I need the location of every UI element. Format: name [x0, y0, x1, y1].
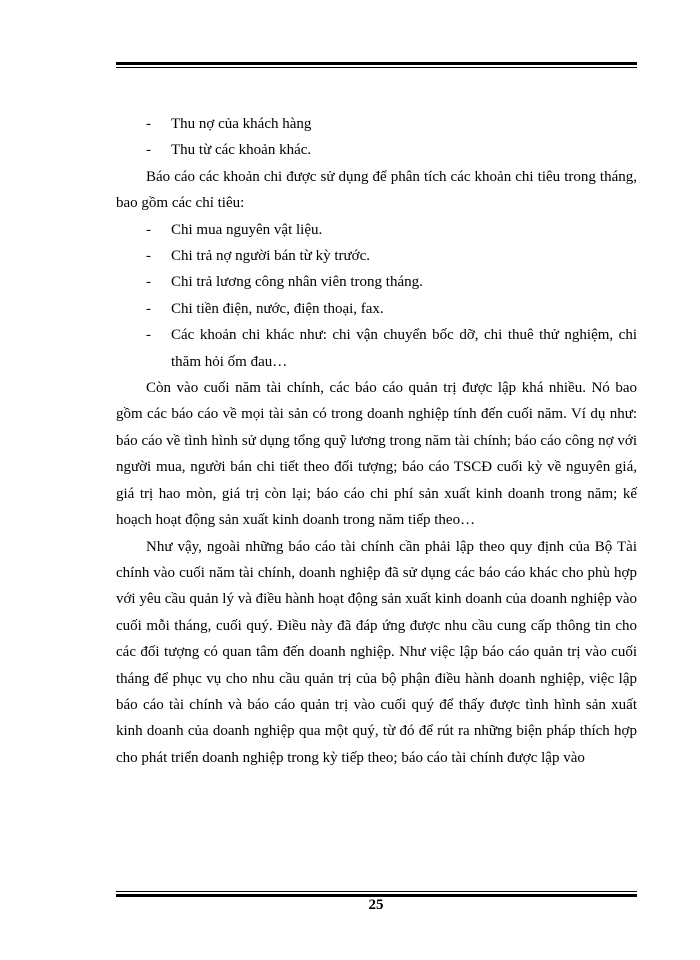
header-rule-thin — [116, 67, 637, 68]
list-item-text: Chi trả lương công nhân viên trong tháng. — [171, 274, 423, 291]
header-rule-thick — [116, 62, 637, 65]
list-item-expense-suppliers — [116, 243, 637, 269]
list-item-collection-other — [116, 137, 637, 163]
list-item-expense-salary — [116, 269, 637, 295]
bullet-dash: - — [146, 248, 151, 265]
page-body — [116, 111, 637, 771]
list-item-text: Chi mua nguyên vật liệu. — [171, 221, 323, 238]
page-number: 25 — [368, 897, 384, 913]
list-item-expense-other — [116, 322, 637, 375]
list-item-text: Thu nợ của khách hàng — [171, 116, 312, 132]
list-item-expense-materials — [116, 217, 637, 243]
list-item-text: Chi trả nợ người bán từ kỳ trước. — [171, 248, 370, 265]
paragraph-year-end-reports: Còn vào cuối năm tài chính, các báo cáo quản trị được lập khá nhiều. Nó bao gồm các báo cáo về mọi tài sản có trong doanh nghiệp tính đến cuối năm. Ví dụ như: báo cáo về tình hình sử dụng tổng quỹ lương trong năm tài chính; báo cáo công nợ với người mua, người bán chi tiết theo đối tượng; báo cáo TSCĐ cuối kỳ về nguyên giá, giá trị hao mòn, giá trị còn lại; báo cáo chi phí sản xuất kinh doanh trong năm; kế hoạch hoạt động sản xuất kinh doanh trong năm tiếp theo… — [116, 380, 637, 529]
list-item-text: Thu từ các khoản khác. — [171, 142, 312, 159]
list-item-text: Chi tiền điện, nước, điện thoại, fax. — [171, 300, 384, 317]
bullet-dash: - — [146, 327, 151, 344]
paragraph-expense-report: Báo cáo các khoản chi được sử dụng để phân tích các khoản chi tiêu trong tháng, bao gồm các chỉ tiêu: — [116, 168, 637, 212]
paragraph-conclusion: Như vậy, ngoài những báo cáo tài chính cần phải lập theo quy định của Bộ Tài chính vào cuối năm tài chính, doanh nghiệp đã sử dụng các báo cáo khác cho phù hợp với yêu cầu quản lý và điều hành hoạt động sản xuất kinh doanh của doanh nghiệp vào cuối mỗi tháng, cuối quý. Điều này đã đáp ứng được nhu cầu cung cấp thông tin cho các đối tượng có quan tâm đến doanh nghiệp. Như việc lập báo cáo quản trị vào cuối tháng để phục vụ cho nhu cầu quản trị của bộ phận điều hành doanh nghiệp, việc lập báo cáo tài chính và báo cáo quản trị vào cuối quý để thấy được tình hình sản xuất kinh doanh của doanh nghiệp qua một quý, từ đó để rút ra những biện pháp thích hợp cho phát triển doanh nghiệp trong kỳ tiếp theo; báo cáo tài chính được lập vào — [116, 538, 637, 766]
bullet-dash: - — [146, 221, 151, 238]
footer-rule-thin — [116, 891, 637, 892]
bullet-dash: - — [146, 142, 151, 159]
list-item-text: Các khoản chi khác như: chi vận chuyển bốc dỡ, chi thuê thử nghiệm, chi thăm hỏi ốm đau… — [171, 327, 637, 370]
header-rule — [116, 62, 637, 68]
list-item-collection-debt — [116, 111, 637, 137]
bullet-dash: - — [146, 274, 151, 291]
list-item-expense-utilities — [116, 296, 637, 322]
bullet-dash: - — [146, 116, 151, 132]
bullet-dash: - — [146, 300, 151, 317]
